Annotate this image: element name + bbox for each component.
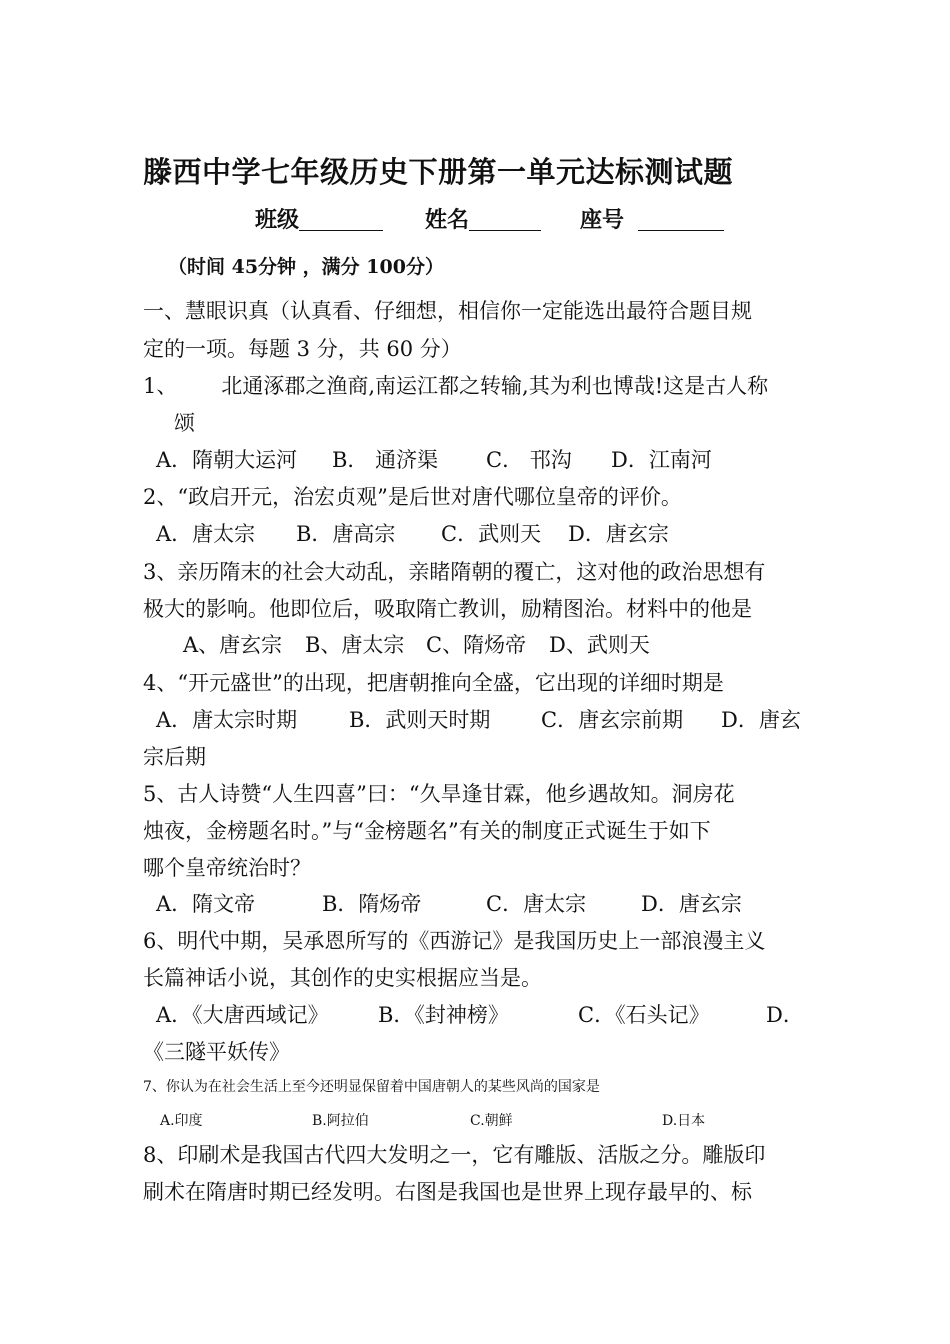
q4-line3: 宗后期 bbox=[143, 745, 206, 769]
q2-option-a: A．唐太宗 bbox=[156, 522, 256, 546]
class-field bbox=[255, 203, 383, 234]
seat-blank bbox=[638, 208, 724, 231]
q1-option-a: A．隋朝大运河 bbox=[156, 448, 298, 472]
q5-option-a: A．隋文帝 bbox=[156, 892, 256, 916]
q2-option-d: D．唐玄宗 bbox=[568, 522, 669, 546]
q3-option-c: C、隋炀帝 bbox=[426, 633, 527, 657]
q6-option-b: B．《封神榜》 bbox=[378, 1003, 509, 1027]
q7-line1: 7、你认为在社会生活上至今还明显保留着中国唐朝人的某些风尚的国家是 bbox=[143, 1079, 600, 1095]
time-note: （时间 45分钟 ，满分 100分） bbox=[168, 256, 444, 278]
q5-line3: 哪个皇帝统治时？ bbox=[143, 856, 311, 880]
q5-option-d: D．唐玄宗 bbox=[641, 892, 742, 916]
q1-number: 1、 bbox=[143, 374, 178, 398]
section-heading-line2: 定的一项。每题 3 分，共 60 分） bbox=[143, 337, 462, 361]
q5-option-c: C．唐太宗 bbox=[486, 892, 587, 916]
q3-option-a: A、唐玄宗 bbox=[183, 633, 283, 657]
q8-line1: 8、印刷术是我国古代四大发明之一，它有雕版、活版之分。雕版印 bbox=[143, 1143, 766, 1167]
q4-option-b: B．武则天时期 bbox=[349, 708, 491, 732]
q1-option-c: C． 邗沟 bbox=[486, 448, 572, 472]
q2-line1: 2、“政启开元，治宏贞观”是后世对唐代哪位皇帝的评价。 bbox=[143, 485, 682, 509]
q4-option-a: A．唐太宗时期 bbox=[156, 708, 298, 732]
q8-line2: 刷术在隋唐时期已经发明。右图是我国也是世界上现存最早的、标 bbox=[143, 1180, 752, 1204]
q3-line2: 极大的影响。他即位后，吸取隋亡教训，励精图治。材料中的他是 bbox=[143, 597, 752, 621]
q7-option-b: B.阿拉伯 bbox=[312, 1113, 369, 1129]
q4-option-d: D．唐玄 bbox=[721, 708, 801, 732]
q6-option-d: D． bbox=[766, 1003, 804, 1027]
q1-text: 北通涿郡之渔商,南运江都之转输,其为利也博哉!这是古人称 bbox=[221, 374, 769, 398]
q7-option-d: D.日本 bbox=[662, 1113, 706, 1129]
name-blank bbox=[469, 208, 541, 231]
q1-line2: 颂 bbox=[174, 411, 195, 435]
q6-line3: 《三隧平妖传》 bbox=[143, 1040, 290, 1064]
class-label: 班级 bbox=[255, 208, 300, 233]
q5-line2: 烛夜，金榜题名时。”与“金榜题名”有关的制度正式诞生于如下 bbox=[143, 819, 711, 843]
q1-option-b: B． 通济渠 bbox=[332, 448, 439, 472]
class-blank bbox=[299, 208, 383, 231]
exam-title: 滕西中学七年级历史下册第一单元达标测试题 bbox=[143, 155, 734, 189]
q5-line1: 5、古人诗赞“人生四喜”曰：“久旱逢甘霖，他乡遇故知。洞房花 bbox=[143, 782, 735, 806]
q3-option-d: D、武则天 bbox=[549, 633, 650, 657]
q1-option-d: D．江南河 bbox=[611, 448, 712, 472]
q3-option-b: B、唐太宗 bbox=[305, 633, 405, 657]
q2-option-b: B．唐高宗 bbox=[296, 522, 396, 546]
q6-option-a: A．《大唐西域记》 bbox=[156, 1003, 329, 1027]
q3-line1: 3、亲历隋末的社会大动乱，亲睹隋朝的覆亡，这对他的政治思想有 bbox=[143, 560, 766, 584]
section-heading-line1: 一、慧眼识真（认真看、仔细想，相信你一定能选出最符合题目规 bbox=[143, 299, 752, 323]
q2-option-c: C．武则天 bbox=[441, 522, 542, 546]
name-label: 姓名 bbox=[425, 208, 470, 233]
q4-line1: 4、“开元盛世”的出现，把唐朝推向全盛，它出现的详细时期是 bbox=[143, 671, 724, 695]
q6-option-c: C．《石头记》 bbox=[578, 1003, 710, 1027]
q6-line2: 长篇神话小说，其创作的史实根据应当是。 bbox=[143, 966, 542, 990]
student-info-row bbox=[255, 203, 775, 237]
q7-option-a: A.印度 bbox=[160, 1113, 203, 1129]
q5-option-b: B．隋炀帝 bbox=[322, 892, 422, 916]
seat-label: 座号 bbox=[580, 208, 625, 233]
q4-option-c: C．唐玄宗前期 bbox=[541, 708, 684, 732]
name-field bbox=[425, 203, 541, 234]
q1-line1 bbox=[143, 371, 768, 401]
q7-option-c: C.朝鲜 bbox=[470, 1113, 513, 1129]
q6-line1: 6、明代中期，吴承恩所写的《西游记》是我国历史上一部浪漫主义 bbox=[143, 929, 766, 953]
seat-field bbox=[580, 203, 724, 234]
